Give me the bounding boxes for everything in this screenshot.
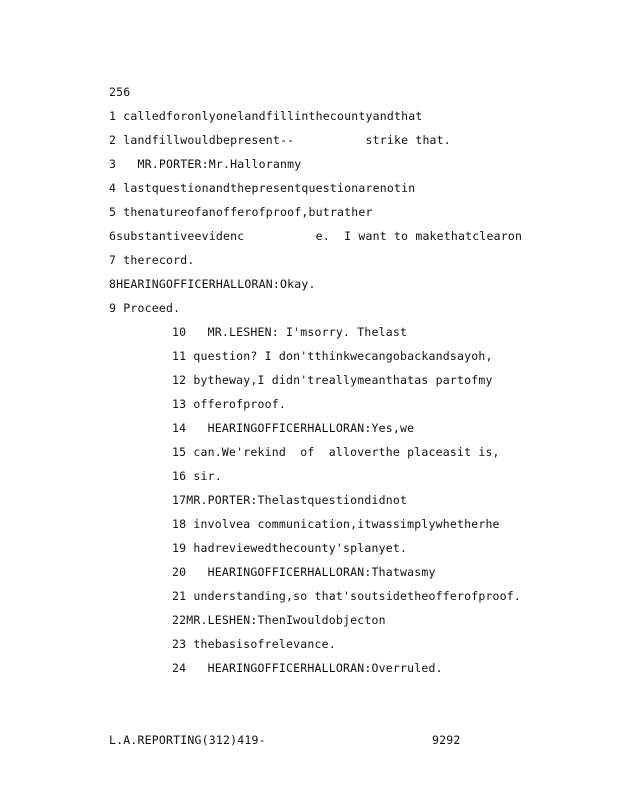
transcript-line-22: 22MR.LESHEN:ThenIwouldobjecton xyxy=(172,613,386,627)
transcript-line-6: 6substantiveevidenc e. I want to makethatclearon xyxy=(109,229,523,243)
transcript-line-1: 1 calledforonlyonelandfillinthecountyandthat xyxy=(109,109,423,123)
transcript-line-21: 21 understanding,so that'soutsidetheofferofproof. xyxy=(172,589,522,603)
transcript-line-24: 24 HEARINGOFFICERHALLORAN:Overruled. xyxy=(172,661,443,675)
reporter-phone-suffix: 9292 xyxy=(432,733,461,747)
transcript-line-4: 4 lastquestionandthepresentquestionarenotin xyxy=(109,181,416,195)
transcript-line-10: 10 MR.LESHEN: I'msorry. Thelast xyxy=(172,325,408,339)
transcript-line-15: 15 can.We'rekind of alloverthe placeasit is, xyxy=(172,445,500,459)
transcript-line-11: 11 question? I don'tthinkwecangobackandsayoh, xyxy=(172,349,493,363)
transcript-line-13: 13 offerofproof. xyxy=(172,397,286,411)
page-number: 256 xyxy=(109,85,131,99)
transcript-line-20: 20 HEARINGOFFICERHALLORAN:Thatwasmy xyxy=(172,565,436,579)
transcript-line-16: 16 sir. xyxy=(172,469,222,483)
transcript-line-19: 19 hadreviewedthecounty'splanyet. xyxy=(172,541,408,555)
transcript-line-12: 12 bytheway,I didn'treallymeanthatas partofmy xyxy=(172,373,493,387)
transcript-line-18: 18 involvea communication,itwassimplywhetherhe xyxy=(172,517,500,531)
transcript-line-5: 5 thenatureofanofferofproof,butrather xyxy=(109,205,373,219)
transcript-line-9: 9 Proceed. xyxy=(109,301,181,315)
transcript-line-14: 14 HEARINGOFFICERHALLORAN:Yes,we xyxy=(172,421,415,435)
transcript-line-2: 2 landfillwouldbepresent-- strike that. xyxy=(109,133,451,147)
transcript-line-3: 3 MR.PORTER:Mr.Halloranmy xyxy=(109,157,302,171)
transcript-line-7: 7 therecord. xyxy=(109,253,195,267)
transcript-line-17: 17MR.PORTER:Thelastquestiondidnot xyxy=(172,493,408,507)
transcript-line-8: 8HEARINGOFFICERHALLORAN:Okay. xyxy=(109,277,316,291)
transcript-line-23: 23 thebasisofrelevance. xyxy=(172,637,336,651)
reporter-footer: L.A.REPORTING(312)419- xyxy=(109,733,266,747)
